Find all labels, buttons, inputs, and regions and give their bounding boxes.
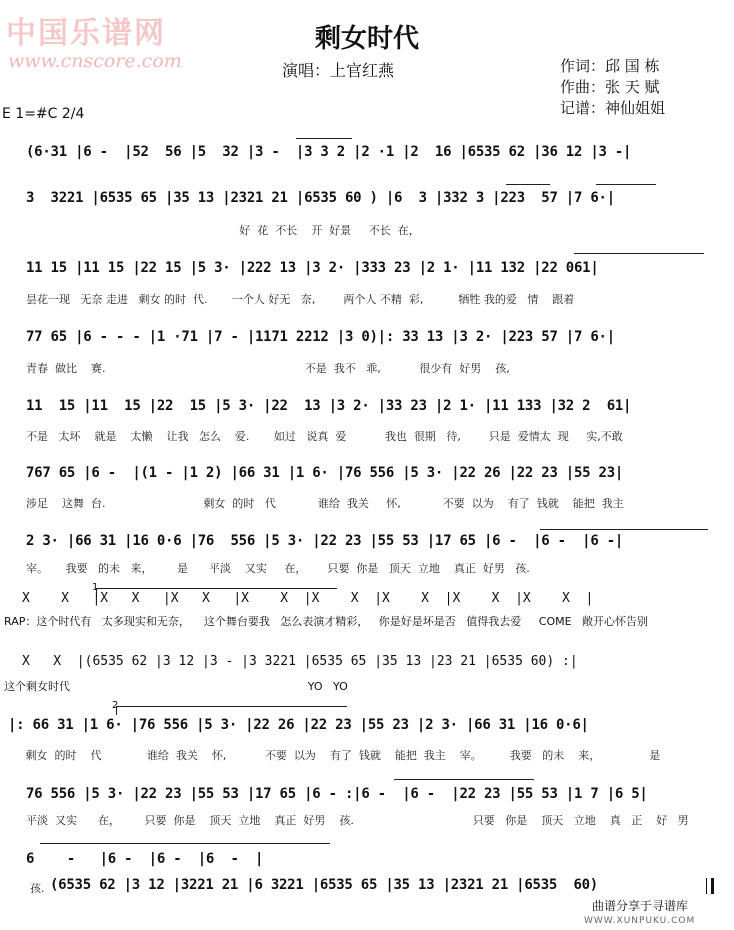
watermark-url: www.cnscore.com <box>8 50 182 72</box>
slur-mark <box>540 529 708 530</box>
lyrics-row-9: 这个剩女时代 YO YO <box>4 680 348 693</box>
slur-mark <box>506 184 550 185</box>
final-barline <box>706 878 714 894</box>
notation-row-13: (6535 62 |3 12 |3221 21 |6 3221 |6535 65 |35 13 |2321 21 |6535 60) <box>50 877 598 893</box>
lyrics-row-3: 昙花一现 无奈 走进 剩女 的时 代. 一个人 好无 奈, 两个人 不精 彩, 牺牲 我的爱 情 跟着 <box>26 293 575 306</box>
notation-row-1: (6·31 |6 - |52 56 |5 32 |3 - |3 3 2 |2 ·1 |2 16 |6535 62 |36 12 |3 -| <box>26 144 632 160</box>
lyrics-row-6: 涉足 这舞 台. 剩女 的时 代 谁给 我关 怀, 不要 以为 有了 钱就 能把 我主 <box>26 497 624 510</box>
notation-row-6: 767 65 |6 - |(1 - |1 2) |66 31 |1 6· |76 556 |5 3· |22 26 |22 23 |55 23| <box>26 465 624 481</box>
credit-value: 邱 国 栋 <box>605 57 660 75</box>
slur-mark <box>394 779 534 780</box>
slur-mark <box>40 843 330 844</box>
rap-lyrics-row: RAP：这个时代有 太多现实和无奈， 这个舞台要我 怎么表演才精彩， 你是好是坏是否 值得我去爱 COME 敞开心怀告别 <box>4 615 649 628</box>
notation-row-12: 6 - |6 - |6 - |6 - | <box>26 851 264 867</box>
notation-row-9: X X |(6535 62 |3 12 |3 - |3 3221 |6535 65 |35 13 |23 21 |6535 60) :| <box>22 654 578 669</box>
slur-mark <box>596 184 656 185</box>
lyrics-row-11: 平淡 又实 在， 只要 你是 顶天 立地 真正 好男 孩. 只要 你是 顶天 立地 真 正 好 男 <box>26 814 689 827</box>
volta-bracket-2 <box>116 706 347 715</box>
notation-row-10: |: 66 31 |1 6· |76 556 |5 3· |22 26 |22 23 |55 23 |2 3· |66 31 |16 0·6| <box>8 717 589 733</box>
notation-row-3: 11 15 |11 15 |22 15 |5 3· |222 13 |3 2· |333 23 |2 1· |11 132 |22 061| <box>26 260 599 276</box>
lyrics-row-4: 青春 做比 赛. 不是 我不 乖, 很少有 好男 孩, <box>26 362 510 375</box>
song-title: 剩女时代 <box>314 24 419 54</box>
lyrics-row-7: 宰。 我要 的未 来， 是 平淡 又实 在， 只要 你是 顶天 立地 真正 好男 孩. <box>26 562 530 575</box>
singer: 演唱：上官红燕 <box>282 61 395 80</box>
rap-rhythm-row: X X |X X |X X |X X |X X |X X |X X |X X | <box>22 591 594 606</box>
credit-composer <box>560 77 665 98</box>
credit-transcriber <box>560 98 665 119</box>
slur-mark <box>574 253 704 254</box>
notation-row-7: 2 3· |66 31 |16 0·6 |76 556 |5 3· |22 23 |55 53 |17 65 |6 - |6 - |6 -| <box>26 533 624 549</box>
notation-row-5: 11 15 |11 15 |22 15 |5 3· |22 13 |3 2· |33 23 |2 1· |11 133 |32 2 61| <box>26 398 632 414</box>
credit-label: 作词： <box>560 57 606 75</box>
lyrics-row-10: 剩女 的时 代 谁给 我关 怀, 不要 以为 有了 钱就 能把 我主 宰。 我要 的未 来， 是 <box>8 749 661 762</box>
credits <box>560 56 665 119</box>
notation-row-11: 76 556 |5 3· |22 23 |55 53 |17 65 |6 - :|6 - |6 - |22 23 |55 53 |1 7 |6 5| <box>26 786 648 802</box>
key-signature: E 1=#C 2/4 <box>2 106 85 122</box>
credit-label: 作曲： <box>560 78 606 96</box>
watermark-logo: 中国乐谱网 <box>6 16 166 51</box>
lyrics-row-5: 不是 太坏 就是 太懒 让我 怎么 爱. 如过 说真 爱 我也 很期 待, 只是 爱情太 现 实,不敢 <box>26 430 623 443</box>
notation-row-4: 77 65 |6 - - - |1 ·71 |7 - |1171 2212 |3 0)|: 33 13 |3 2· |223 57 |7 6·| <box>26 329 615 345</box>
credit-lyricist <box>560 56 665 77</box>
lyrics-row-2: 好 花 不长 开 好景 不长 在， <box>26 224 420 237</box>
lyrics-row-12: 孩. <box>30 882 45 895</box>
credit-label: 记谱： <box>560 99 606 117</box>
volta-number-1: 1 <box>92 582 99 593</box>
slur-mark <box>296 138 352 139</box>
footer-credit: 曲谱分享于寻谱库 <box>591 899 688 913</box>
credit-value: 神仙姐姐 <box>605 99 666 117</box>
volta-number-2: 2 <box>112 700 119 711</box>
footer-url: WWW.XUNPUKU.COM <box>584 916 696 926</box>
credit-value: 张 天 赋 <box>605 78 660 96</box>
notation-row-2: 3 3221 |6535 65 |35 13 |2321 21 |6535 60 ) |6 3 |332 3 |223 57 |7 6·| <box>26 190 615 206</box>
